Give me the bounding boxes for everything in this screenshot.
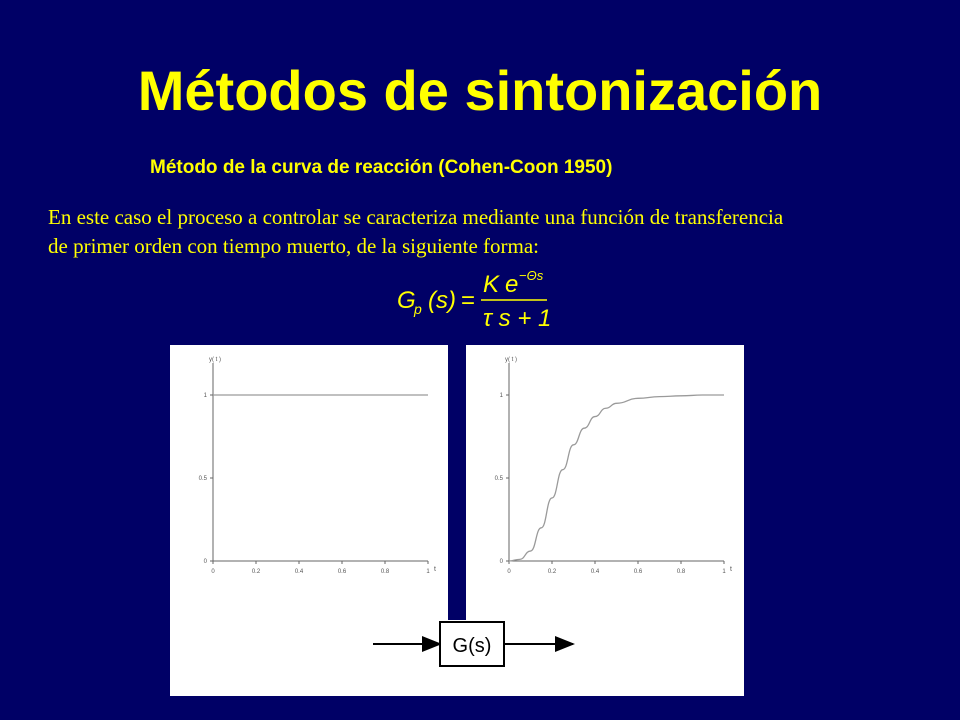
reaction-curve-x-tick-label: 0.4 <box>590 569 600 575</box>
step-input-x-tick-label: 0.8 <box>380 569 390 575</box>
slide-title: Métodos de sintonización <box>137 59 823 122</box>
reaction-curve-x-tick-label: 0.8 <box>676 569 686 575</box>
step-input-x-tick-label: 1 <box>426 569 430 575</box>
reaction-curve-x-tick-label: 0.2 <box>547 569 557 575</box>
reaction-curve-series-line <box>509 395 724 561</box>
body-paragraph <box>48 203 918 261</box>
formula-numerator-k: K <box>483 271 500 298</box>
step-input-y-axis-label: y( t ) <box>209 357 221 363</box>
block-diagram <box>360 600 600 690</box>
step-input-x-tick-label: 0.6 <box>337 569 347 575</box>
reaction-curve-y-tick-label: 0.5 <box>494 476 503 482</box>
step-input-x-tick-label: 0 <box>211 569 215 575</box>
formula-numerator-e: e <box>505 271 519 298</box>
slide-subtitle: Método de la curva de reacción (Cohen-Coon 1950) <box>150 157 613 178</box>
formula-g-subscript: p <box>414 301 422 317</box>
step-input-y-tick-label: 0 <box>203 559 207 565</box>
step-input-y-tick-label: 0.5 <box>198 476 207 482</box>
formula-exponent: −Θs <box>519 270 544 283</box>
transfer-function-formula <box>395 270 595 332</box>
step-input-x-tick-label: 0.2 <box>251 569 261 575</box>
step-input-x-tick-label: 0.4 <box>294 569 304 575</box>
reaction-curve-y-tick-label: 0 <box>499 559 503 565</box>
step-input-y-tick-label: 1 <box>203 393 207 399</box>
step-input-x-axis-label: t <box>434 566 436 573</box>
reaction-curve-y-axis-label: y( t ) <box>505 357 517 363</box>
reaction-curve-x-tick-label: 0 <box>507 569 511 575</box>
formula-denominator: τ s + 1 <box>483 305 552 332</box>
reaction-curve-x-tick-label: 1 <box>722 569 726 575</box>
block-label: G(s) <box>452 635 492 657</box>
paragraph-line-1: En este caso el proceso a controlar se caracteriza mediante una función de transferencia <box>48 205 784 229</box>
reaction-curve-y-tick-label: 1 <box>499 393 503 399</box>
paragraph-line-2: de primer orden con tiempo muerto, de la siguiente forma: <box>48 234 540 258</box>
formula-g: G <box>397 287 416 314</box>
reaction-curve-x-axis-label: t <box>730 566 732 573</box>
formula-equals: = <box>461 287 476 314</box>
formula-argument: (s) <box>428 287 456 314</box>
reaction-curve-x-tick-label: 0.6 <box>633 569 643 575</box>
